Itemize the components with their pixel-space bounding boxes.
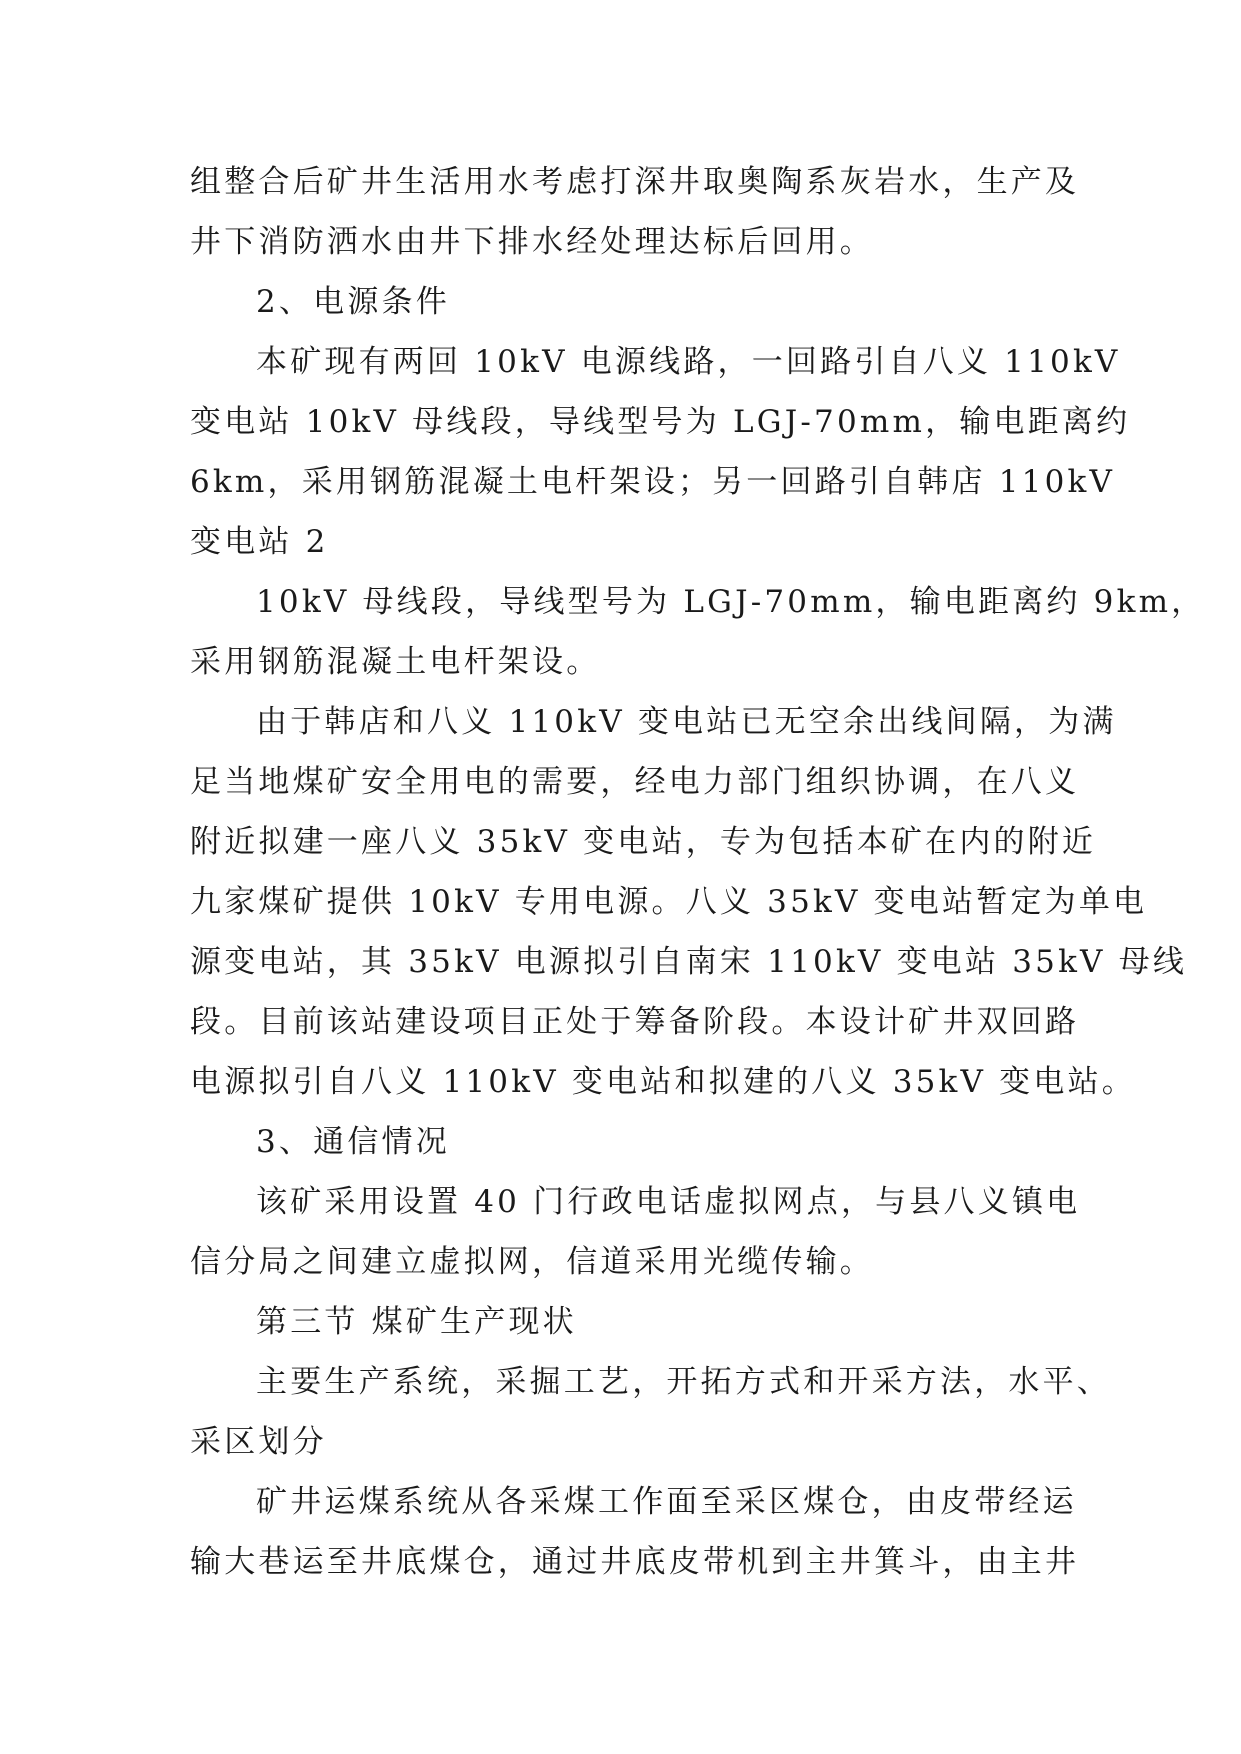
text-line: 变电站 10kV 母线段，导线型号为 LGJ-70mm，输电距离约 (190, 404, 1131, 440)
text-line: 段。目前该站建设项目正处于筹备阶段。本设计矿井双回路 (190, 1004, 1080, 1040)
text-line: 电源拟引自八义 110kV 变电站和拟建的八义 35kV 变电站。 (190, 1064, 1136, 1100)
text-line: 矿井运煤系统从各采煤工作面至采区煤仓，由皮带经运 (256, 1484, 1077, 1520)
document-body (190, 152, 1206, 1592)
text-line: 井下消防洒水由井下排水经处理达标后回用。 (190, 224, 874, 260)
text-line: 3、通信情况 (256, 1124, 450, 1160)
text-line: 主要生产系统，采掘工艺，开拓方式和开采方法，水平、 (256, 1364, 1111, 1400)
text-line: 信分局之间建立虚拟网，信道采用光缆传输。 (190, 1244, 874, 1280)
text-line: 2、电源条件 (256, 284, 450, 320)
text-line: 变电站 2 (190, 524, 329, 560)
text-line: 组整合后矿井生活用水考虑打深井取奥陶系灰岩水，生产及 (190, 164, 1080, 200)
text-line: 九家煤矿提供 10kV 专用电源。八义 35kV 变电站暂定为单电 (190, 884, 1148, 920)
text-line: 由于韩店和八义 110kV 变电站已无空余出线间隔，为满 (256, 704, 1117, 740)
text-line: 本矿现有两回 10kV 电源线路，一回路引自八义 110kV (256, 344, 1121, 380)
text-line: 足当地煤矿安全用电的需要，经电力部门组织协调，在八义 (190, 764, 1080, 800)
text-line: 附近拟建一座八义 35kV 变电站，专为包括本矿在内的附近 (190, 824, 1097, 860)
text-line: 源变电站，其 35kV 电源拟引自南宋 110kV 变电站 35kV 母线 (190, 944, 1188, 980)
text-line: 采区划分 (190, 1424, 327, 1460)
text-line: 采用钢筋混凝土电杆架设。 (190, 644, 601, 680)
text-line: 6km，采用钢筋混凝土电杆架设；另一回路引自韩店 110kV (190, 464, 1116, 500)
text-line: 第三节 煤矿生产现状 (256, 1304, 577, 1340)
text-line: 10kV 母线段，导线型号为 LGJ-70mm，输电距离约 9km， (256, 584, 1206, 620)
text-line: 该矿采用设置 40 门行政电话虚拟网点，与县八义镇电 (256, 1184, 1081, 1220)
text-line: 输大巷运至井底煤仓，通过井底皮带机到主井箕斗，由主井 (190, 1544, 1080, 1580)
